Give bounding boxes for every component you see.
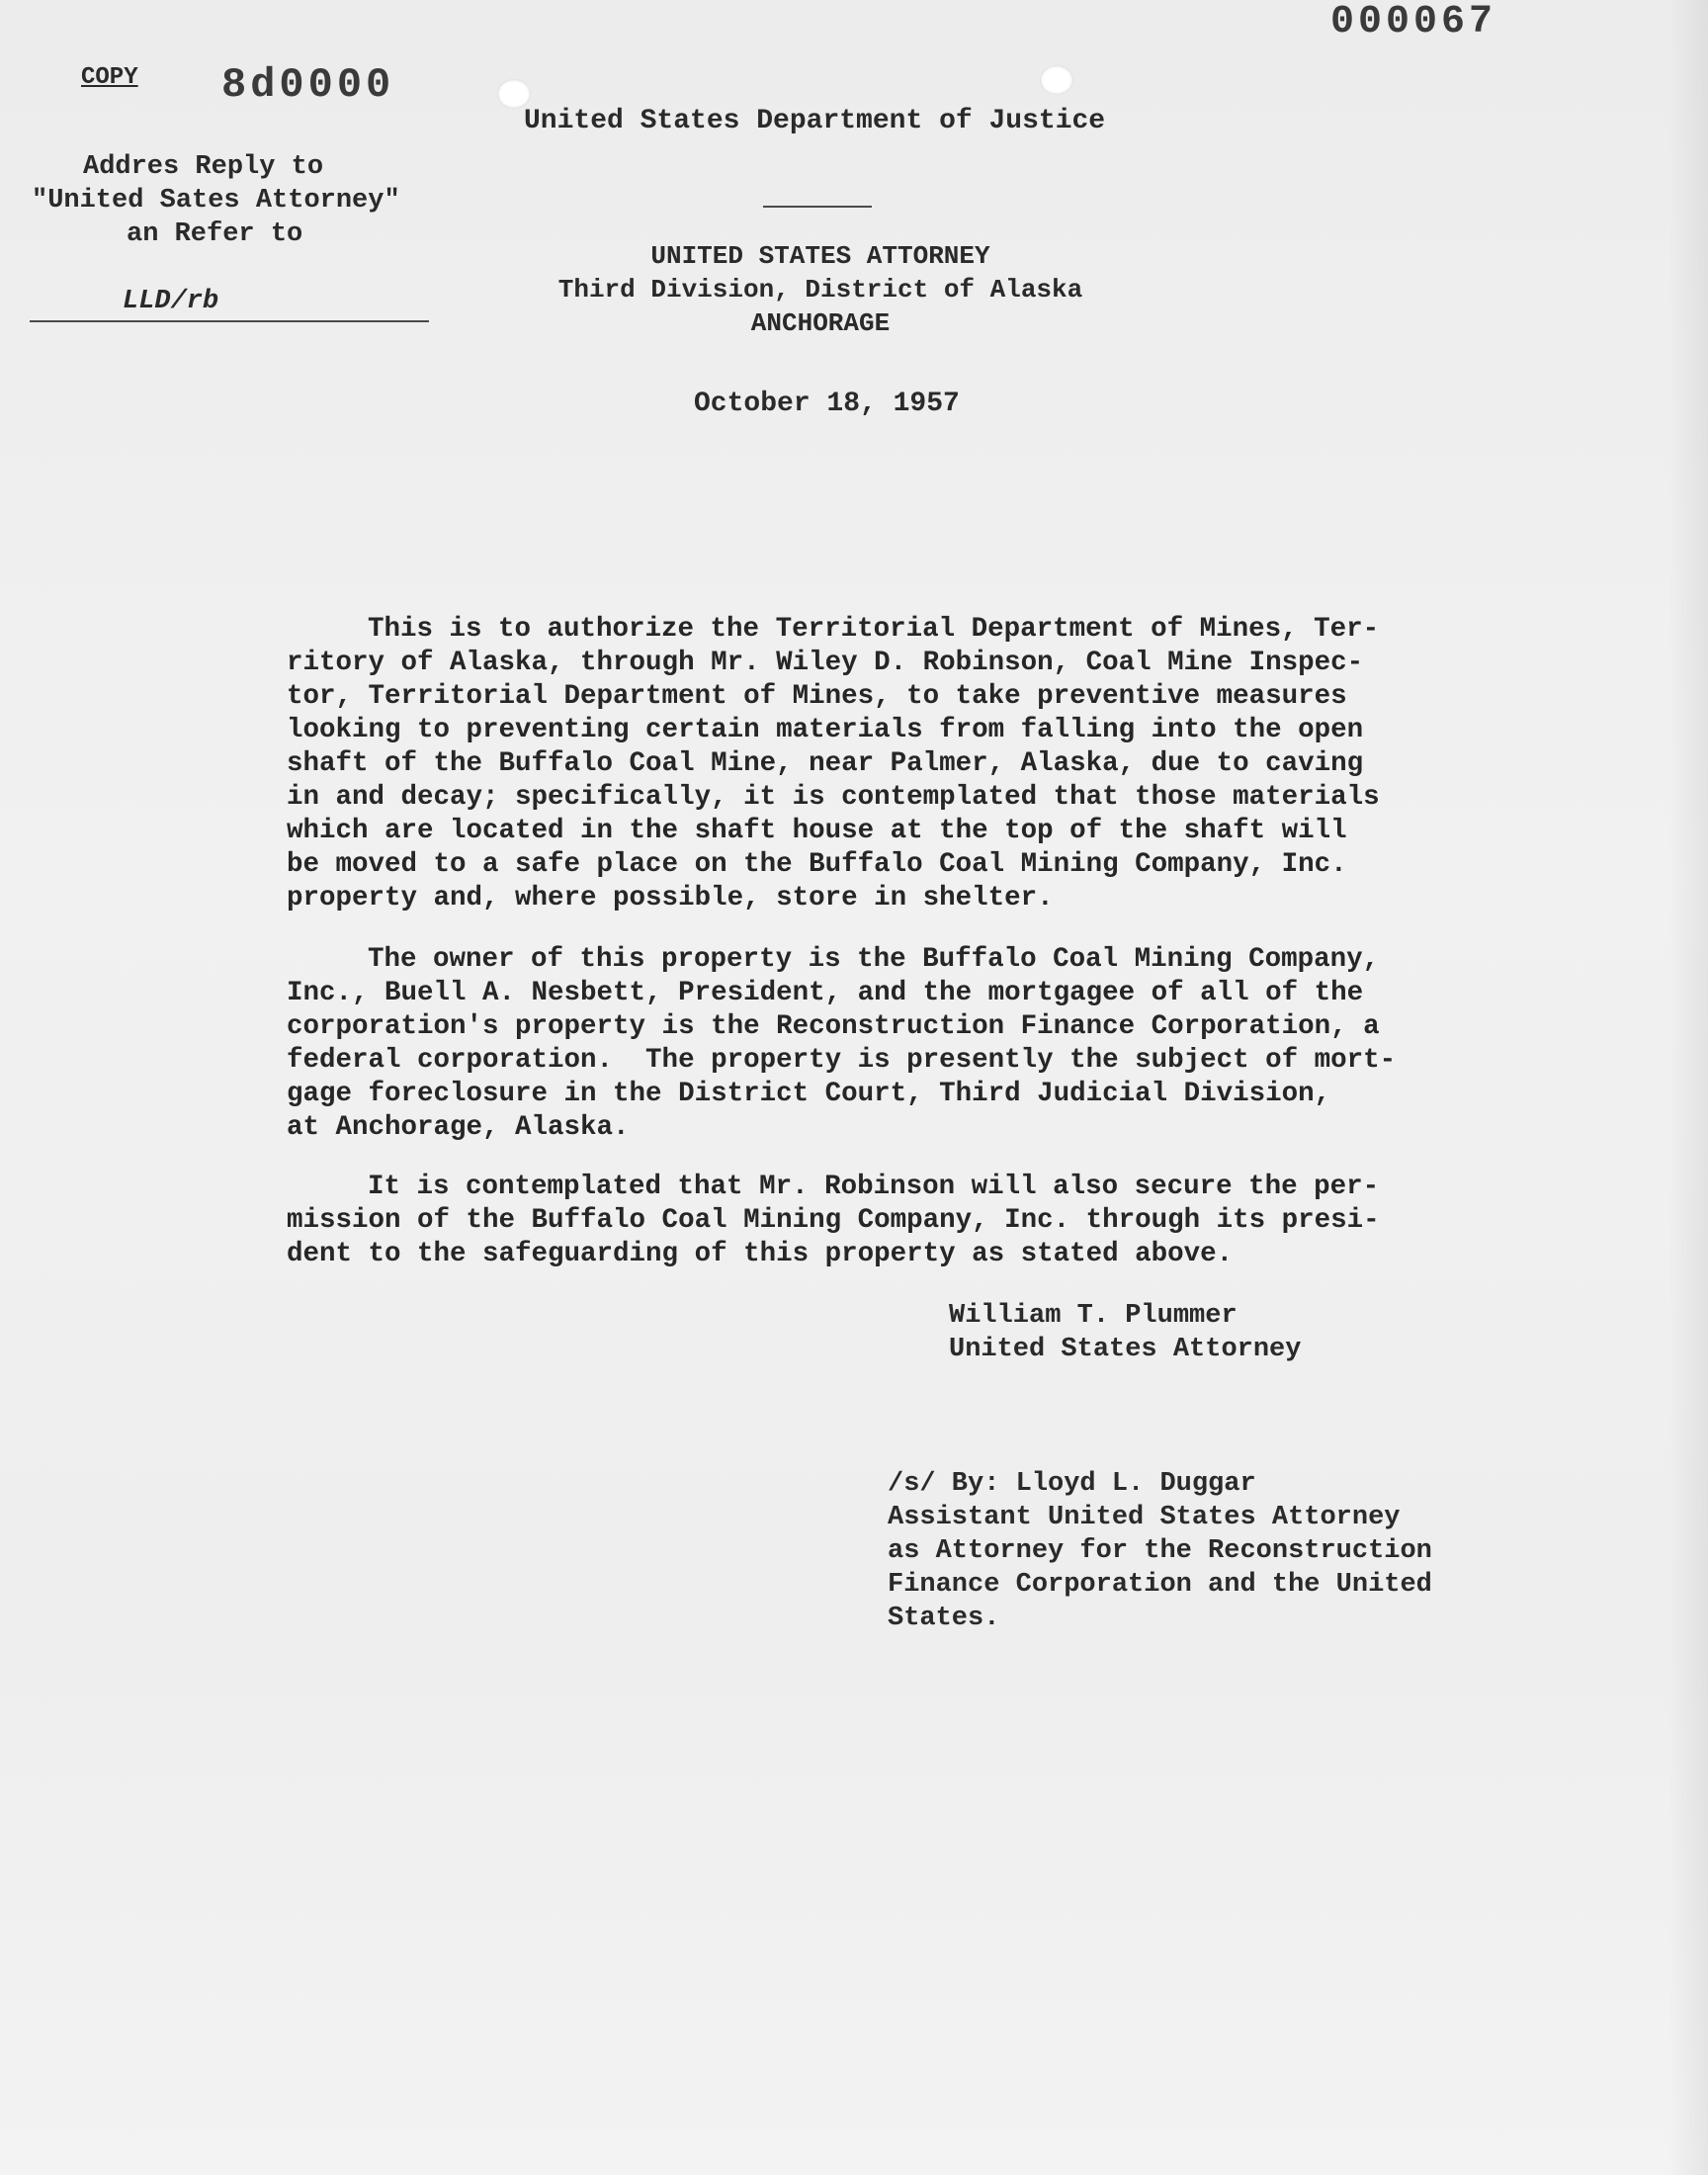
paragraph-line: looking to preventing certain materials from falling into the open [287,715,1364,745]
file-number-stamp: 8d0000 [221,61,395,109]
page-number-stamp: 000067 [1330,0,1497,44]
office-title: UNITED STATES ATTORNEY [650,241,990,271]
division-line: Third Division, District of Alaska [557,275,1083,304]
letterhead-divider [763,206,872,208]
reference-code: LLD/rb [123,287,219,316]
paragraph-line: shaft of the Buffalo Coal Mine, near Palmer, Alaska, due to caving [287,748,1364,779]
paragraph-line: This is to authorize the Territorial Department of Mines, Ter- [368,614,1380,645]
paragraph-line: It is contemplated that Mr. Robinson will also secure the per- [368,1172,1380,1202]
paragraph-line: dent to the safeguarding of this property as stated above. [287,1239,1234,1269]
city-line: ANCHORAGE [750,308,891,338]
copy-label: COPY [81,64,138,91]
signature-line: /s/ By: Lloyd L. Duggar [888,1469,1256,1499]
punch-hole-right [1040,65,1073,95]
signature-line: Finance Corporation and the United [888,1570,1432,1600]
paragraph-line: gage foreclosure in the District Court, Third Judicial Division, [287,1079,1331,1109]
department-name: United States Department of Justice [524,106,1106,136]
body-paragraph-3 [287,1171,1404,1271]
letterhead-block [494,239,1147,340]
address-line-2: "United Sates Attorney" [32,186,400,216]
signature-line: States. [888,1604,1000,1633]
signer-name: William T. Plummer [949,1301,1238,1331]
paragraph-line: mission of the Buffalo Coal Mining Company, Inc. through its presi- [287,1205,1380,1236]
body-paragraph-1 [287,613,1404,915]
paragraph-line: property and, where possible, store in shelter. [287,883,1054,914]
body-paragraph-2 [287,943,1404,1145]
signature-line: as Attorney for the Reconstruction [888,1536,1432,1566]
reference-rule [30,320,429,322]
address-line-3: an Refer to [127,219,303,249]
paragraph-line: The owner of this property is the Buffalo Coal Mining Company, [368,944,1380,975]
paragraph-line: in and decay; specifically, it is contemplated that those materials [287,782,1380,813]
signature-block-secondary [888,1467,1432,1635]
address-line-1: Addres Reply to [83,152,324,182]
paper-edge-shadow [1668,0,1708,2175]
signer-title: United States Attorney [949,1335,1302,1364]
paragraph-line: which are located in the shaft house at the top of the shaft will [287,816,1347,846]
paragraph-line: at Anchorage, Alaska. [287,1112,630,1143]
paragraph-line: Inc., Buell A. Nesbett, President, and the mortgagee of all of the [287,978,1364,1008]
paragraph-line: tor, Territorial Department of Mines, to take preventive measures [287,681,1347,712]
letter-date: October 18, 1957 [694,389,960,419]
paragraph-line: be moved to a safe place on the Buffalo Coal Mining Company, Inc. [287,849,1347,880]
paragraph-line: ritory of Alaska, through Mr. Wiley D. Robinson, Coal Mine Inspec- [287,648,1364,678]
signature-line: Assistant United States Attorney [888,1503,1401,1532]
paragraph-line: federal corporation. The property is presently the subject of mort- [287,1045,1397,1076]
signature-block-primary [949,1299,1301,1366]
paragraph-line: corporation's property is the Reconstruction Finance Corporation, a [287,1011,1380,1042]
